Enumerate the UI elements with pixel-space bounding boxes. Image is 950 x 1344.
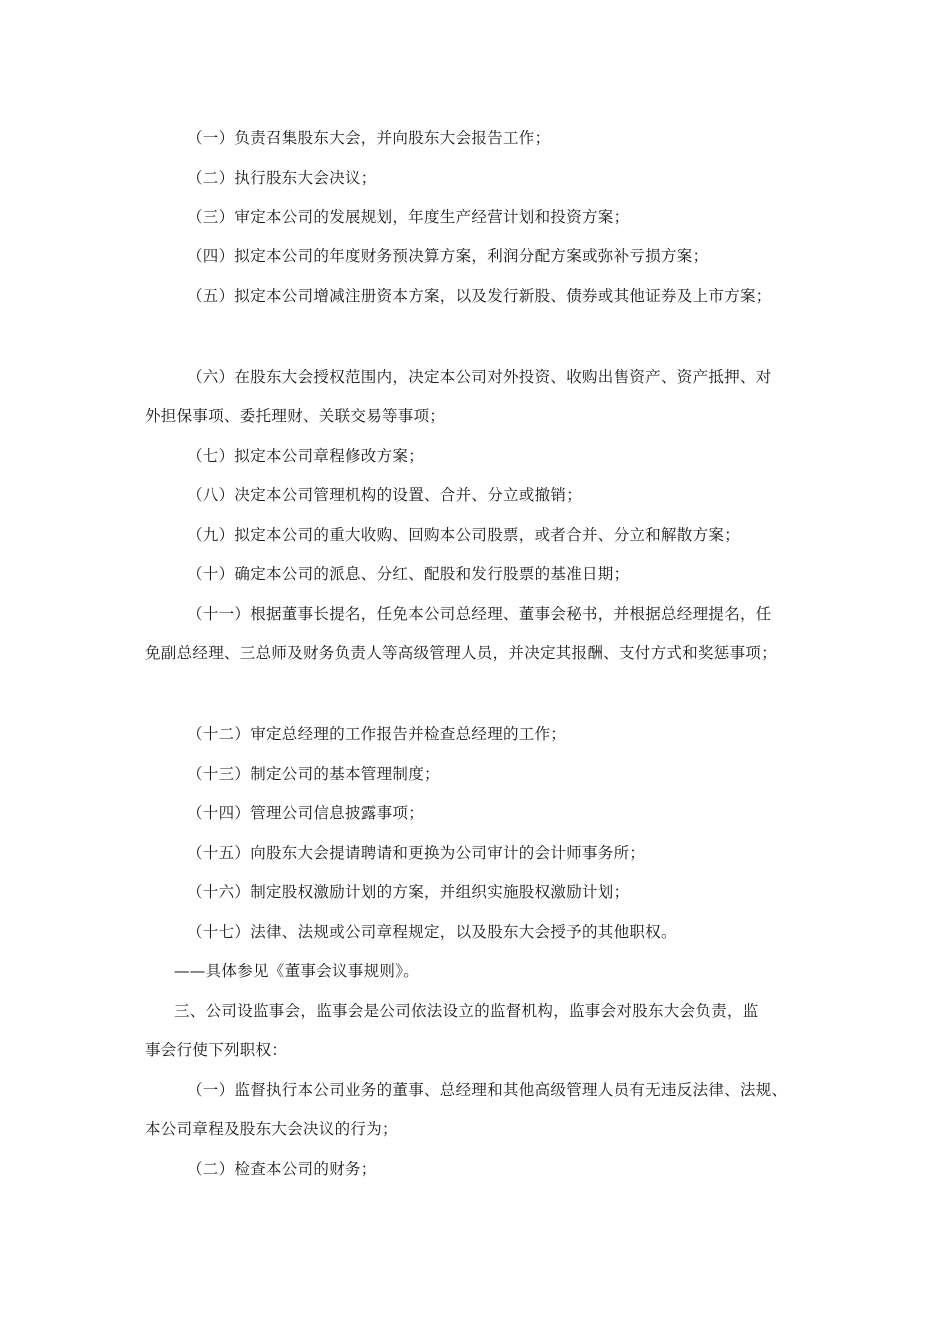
paragraph-line: （十三）制定公司的基本管理制度； xyxy=(187,765,440,783)
paragraph-line: （一）监督执行本公司业务的董事、总经理和其他高级管理人员有无违反法律、法规、 xyxy=(187,1081,788,1099)
paragraph-line: （十四）管理公司信息披露事项； xyxy=(187,804,425,822)
paragraph-line: 事会行使下列职权： xyxy=(145,1041,288,1059)
paragraph-line: （二）执行股东大会决议； xyxy=(187,169,377,187)
paragraph-line: （十一）根据董事长提名，任免本公司总经理、董事会秘书，并根据总经理提名，任 xyxy=(187,605,772,623)
paragraph-line: 本公司章程及股东大会决议的行为； xyxy=(145,1120,398,1138)
paragraph-line: （五）拟定本公司增减注册资本方案，以及发行新股、债券或其他证券及上市方案； xyxy=(187,287,772,305)
paragraph-line: （十）确定本公司的派息、分红、配股和发行股票的基准日期； xyxy=(187,565,630,583)
paragraph-line: （一）负责召集股东大会，并向股东大会报告工作； xyxy=(187,129,551,147)
paragraph-line: （十二）审定总经理的工作报告并检查总经理的工作； xyxy=(187,725,567,743)
paragraph-line: （六）在股东大会授权范围内，决定本公司对外投资、收购出售资产、资产抵押、对 xyxy=(187,368,772,386)
paragraph-line: （十六）制定股权激励计划的方案，并组织实施股权激励计划； xyxy=(187,883,630,901)
paragraph-line: （三）审定本公司的发展规划，年度生产经营计划和投资方案； xyxy=(187,208,630,226)
paragraph-line: 免副总经理、三总师及财务负责人等高级管理人员，并决定其报酬、支付方式和奖惩事项； xyxy=(145,644,778,662)
paragraph-line: （七）拟定本公司章程修改方案； xyxy=(187,447,425,465)
paragraph-line: （九）拟定本公司的重大收购、回购本公司股票，或者合并、分立和解散方案； xyxy=(187,526,741,544)
paragraph-line: （二）检查本公司的财务； xyxy=(187,1160,377,1178)
paragraph-line: （十七）法律、法规或公司章程规定，以及股东大会授予的其他职权。 xyxy=(187,923,677,941)
paragraph-line: （八）决定本公司管理机构的设置、合并、分立或撤销； xyxy=(187,486,583,504)
paragraph-line: 外担保事项、委托理财、关联交易等事项； xyxy=(145,407,446,425)
paragraph-line: 三、公司设监事会，监事会是公司依法设立的监督机构，监事会对股东大会负责，监 xyxy=(174,1002,759,1020)
paragraph-line: （十五）向股东大会提请聘请和更换为公司审计的会计师事务所； xyxy=(187,844,646,862)
paragraph-line: ——具体参见《董事会议事规则》。 xyxy=(174,962,420,980)
paragraph-line: （四）拟定本公司的年度财务预决算方案，利润分配方案或弥补亏损方案； xyxy=(187,247,709,265)
